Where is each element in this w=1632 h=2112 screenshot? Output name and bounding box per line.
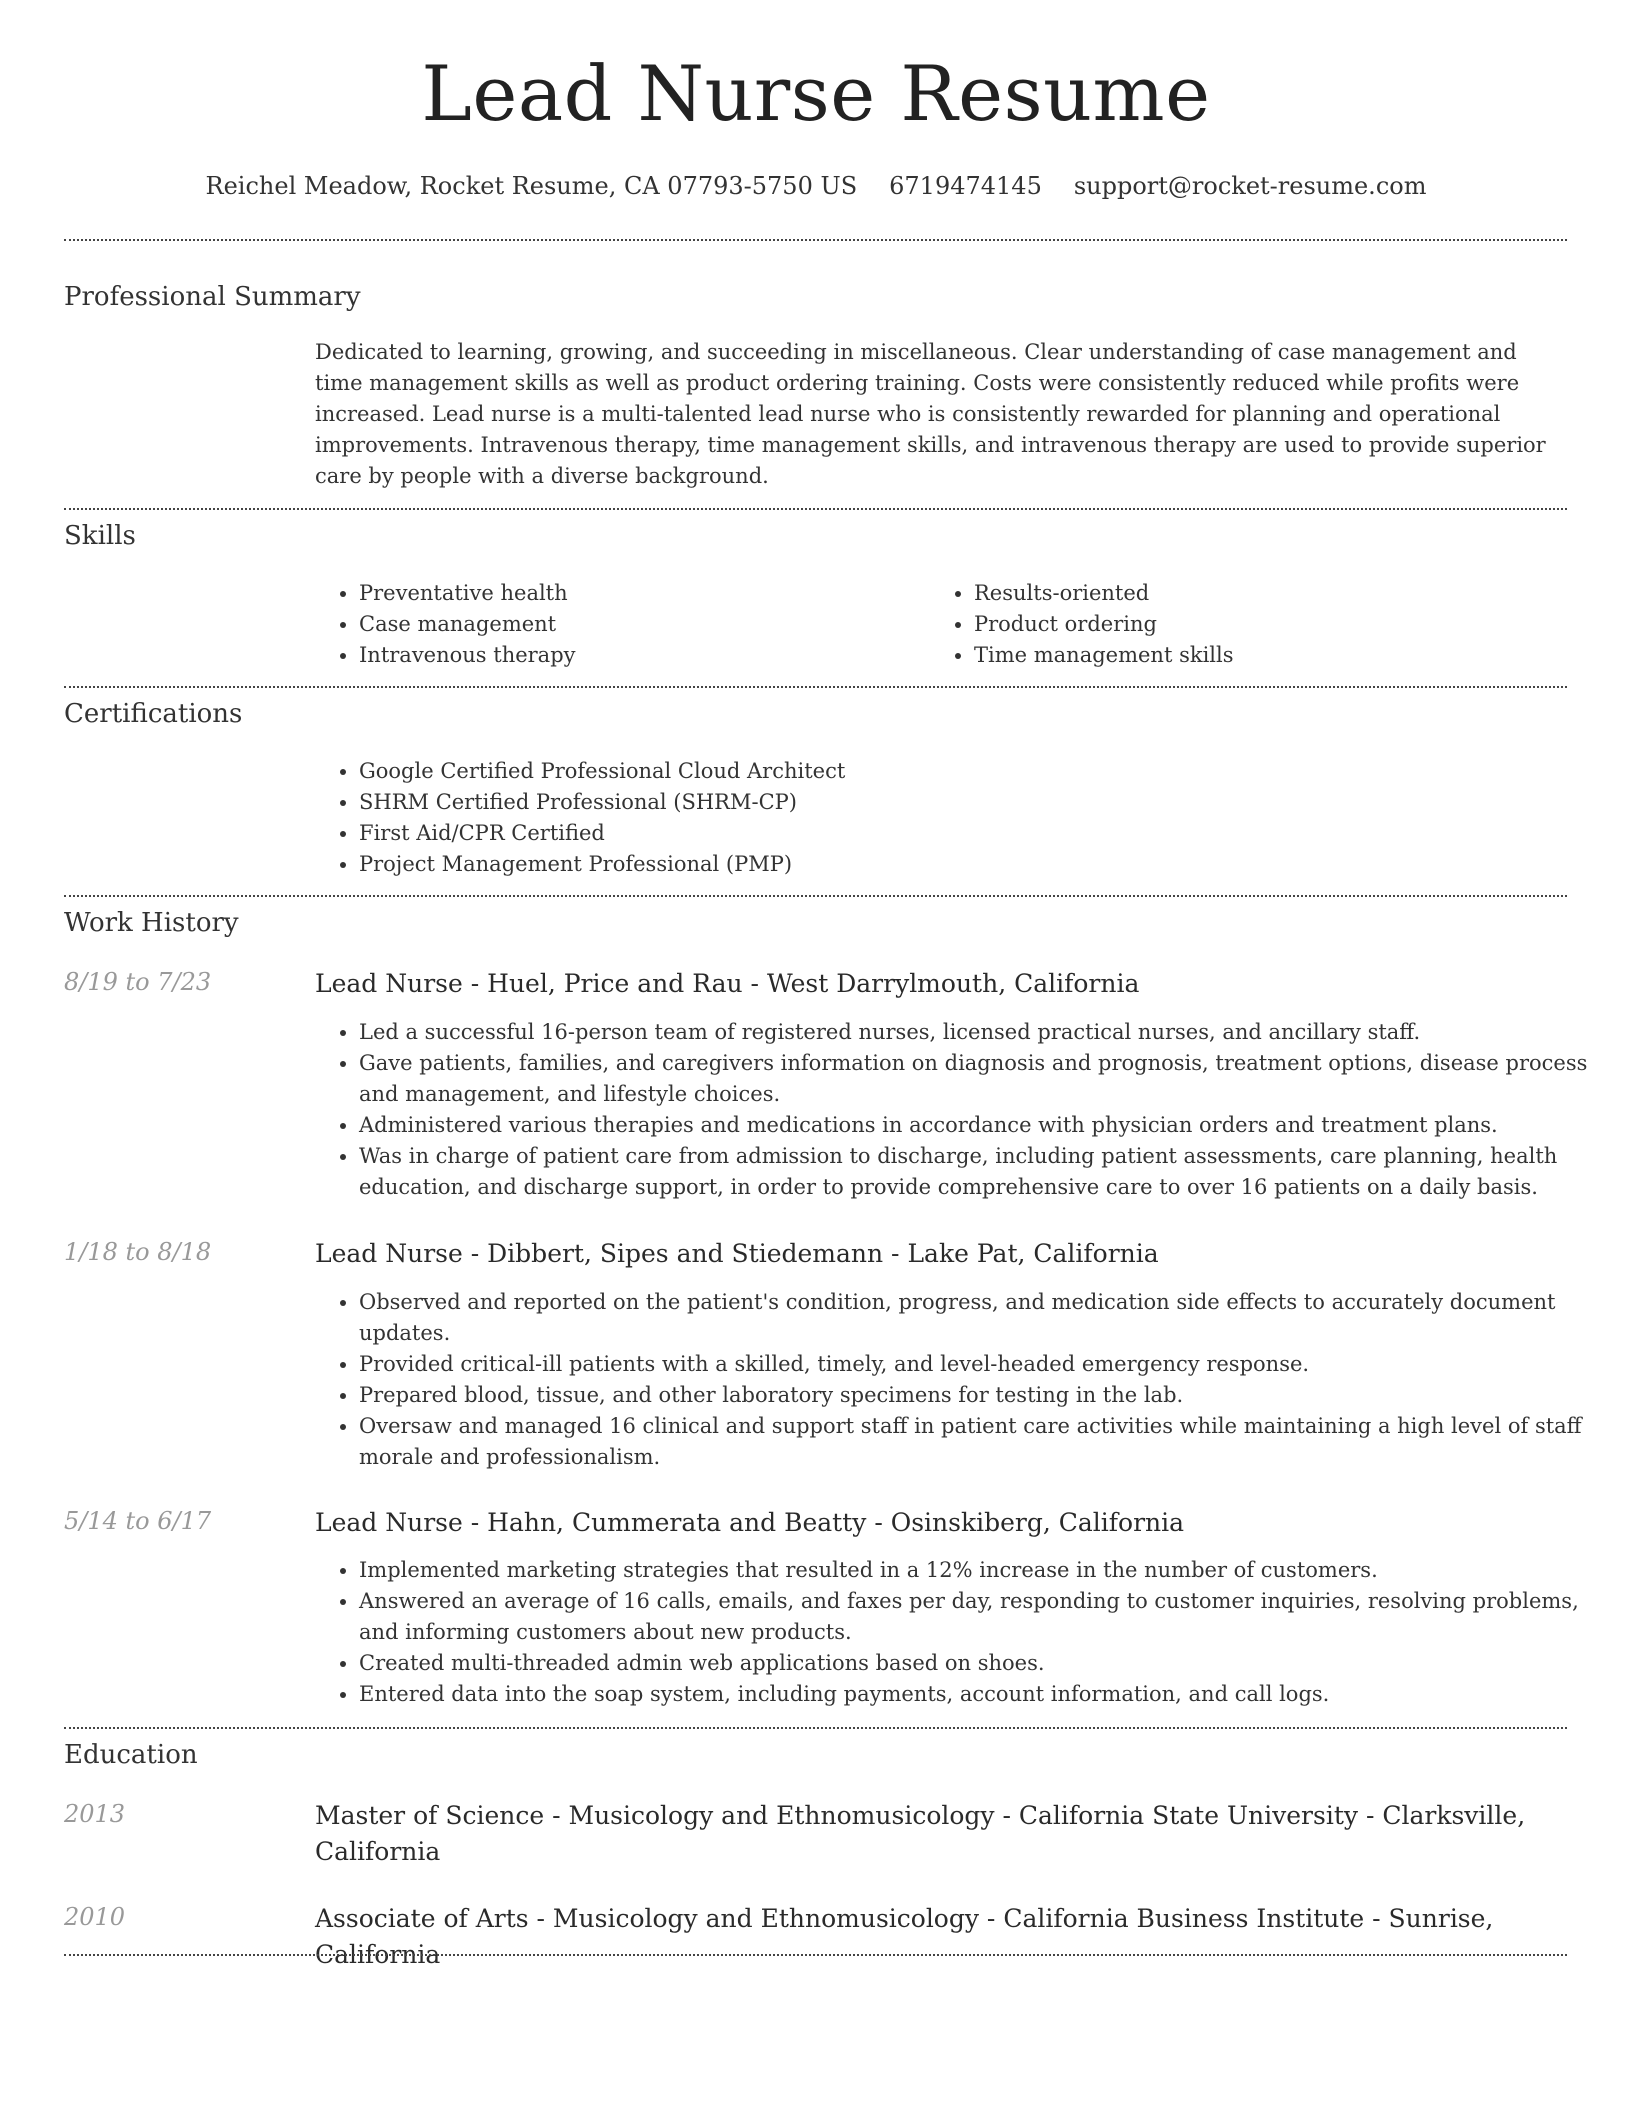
section-divider bbox=[64, 895, 1567, 897]
certification-item: • Google Certified Professional Cloud Architect bbox=[359, 756, 1614, 787]
education-year: 2013 bbox=[64, 1800, 126, 1828]
contact-phone: 6719474145 bbox=[889, 172, 1042, 200]
job-bullet: • Observed and reported on the patient's condition, progress, and medication side effects to accurately document updates. bbox=[359, 1287, 1614, 1349]
skill-item: • Product ordering bbox=[974, 609, 1574, 640]
section-divider bbox=[64, 686, 1567, 688]
contact-line bbox=[0, 172, 1632, 200]
education-title: Associate of Arts - Musicology and Ethnomusicology - California Business Institute - Sunrise, California bbox=[315, 1904, 1494, 1969]
section-heading-summary: Professional Summary bbox=[64, 282, 361, 312]
job-bullet: • Prepared blood, tissue, and other laboratory specimens for testing in the lab. bbox=[359, 1380, 1614, 1411]
resume-title: Lead Nurse Resume bbox=[421, 49, 1211, 138]
section-heading-education: Education bbox=[64, 1740, 198, 1770]
section-divider bbox=[64, 1727, 1567, 1729]
skill-item: • Time management skills bbox=[974, 640, 1574, 671]
job-bullets bbox=[315, 1287, 1614, 1473]
summary-text: Dedicated to learning, growing, and succeeding in miscellaneous. Clear understanding of case management and time management skills as well as product ordering training. Costs were consistently reduced while profits were increased. Lead nurse is a multi-talented lead nurse who is consistently rewarded for planning and operational improvements. Intravenous therapy, time management skills, and intravenous therapy are used to provide superior care by people with a diverse background. bbox=[315, 340, 1546, 488]
education-title: Master of Science - Musicology and Ethnomusicology - California State University - Clarksville, California bbox=[315, 1801, 1526, 1866]
job-bullet: • Oversaw and managed 16 clinical and support staff in patient care activities while maintaining a high level of staff morale and professionalism. bbox=[359, 1411, 1614, 1473]
job-dates: 1/18 to 8/18 bbox=[64, 1238, 212, 1266]
job-dates: 5/14 to 6/17 bbox=[64, 1507, 212, 1535]
job-bullet: • Implemented marketing strategies that resulted in a 12% increase in the number of customers. bbox=[359, 1555, 1614, 1586]
job-bullet: • Administered various therapies and medications in accordance with physician orders and treatment plans. bbox=[359, 1110, 1614, 1141]
job-bullet: • Gave patients, families, and caregivers information on diagnosis and prognosis, treatment options, disease process and management, and lifestyle choices. bbox=[359, 1048, 1614, 1110]
contact-email: support@rocket-resume.com bbox=[1073, 172, 1427, 200]
section-divider bbox=[64, 508, 1567, 510]
skill-item: • Preventative health bbox=[359, 578, 919, 609]
job-title: Lead Nurse - Huel, Price and Rau - West Darrylmouth, California bbox=[315, 969, 1140, 998]
section-divider bbox=[64, 1954, 1567, 1956]
job-bullet: • Created multi-threaded admin web applications based on shoes. bbox=[359, 1648, 1614, 1679]
job-bullets bbox=[315, 1555, 1614, 1710]
certification-item: • SHRM Certified Professional (SHRM-CP) bbox=[359, 787, 1614, 818]
skill-item: • Intravenous therapy bbox=[359, 640, 919, 671]
job-bullet: • Was in charge of patient care from admission to discharge, including patient assessments, care planning, health education, and discharge support, in order to provide comprehensive care to over 16 patients on a daily basis. bbox=[359, 1141, 1614, 1203]
skills-list-right bbox=[930, 578, 1574, 671]
job-bullet: • Entered data into the soap system, including payments, account information, and call logs. bbox=[359, 1679, 1614, 1710]
section-divider bbox=[64, 239, 1567, 241]
job-title: Lead Nurse - Dibbert, Sipes and Stiedemann - Lake Pat, California bbox=[315, 1239, 1159, 1268]
job-bullet: • Answered an average of 16 calls, emails, and faxes per day, responding to customer inquiries, resolving problems, and informing customers about new products. bbox=[359, 1586, 1614, 1648]
certification-item: • First Aid/CPR Certified bbox=[359, 818, 1614, 849]
section-heading-skills: Skills bbox=[64, 521, 136, 551]
section-heading-work: Work History bbox=[64, 908, 239, 938]
section-heading-certifications: Certifications bbox=[64, 699, 243, 729]
job-bullet: • Provided critical-ill patients with a skilled, timely, and level-headed emergency response. bbox=[359, 1349, 1614, 1380]
job-dates: 8/19 to 7/23 bbox=[64, 968, 212, 996]
contact-address: Reichel Meadow, Rocket Resume, CA 07793-5750 US bbox=[205, 172, 858, 200]
certifications-list bbox=[315, 756, 1614, 880]
skill-item: • Case management bbox=[359, 609, 919, 640]
job-title: Lead Nurse - Hahn, Cummerata and Beatty - Osinskiberg, California bbox=[315, 1508, 1185, 1537]
skills-list-left bbox=[315, 578, 919, 671]
education-year: 2010 bbox=[64, 1903, 126, 1931]
skill-item: • Results-oriented bbox=[974, 578, 1574, 609]
job-bullets bbox=[315, 1017, 1614, 1203]
certification-item: • Project Management Professional (PMP) bbox=[359, 849, 1614, 880]
job-bullet: • Led a successful 16-person team of registered nurses, licensed practical nurses, and ancillary staff. bbox=[359, 1017, 1614, 1048]
